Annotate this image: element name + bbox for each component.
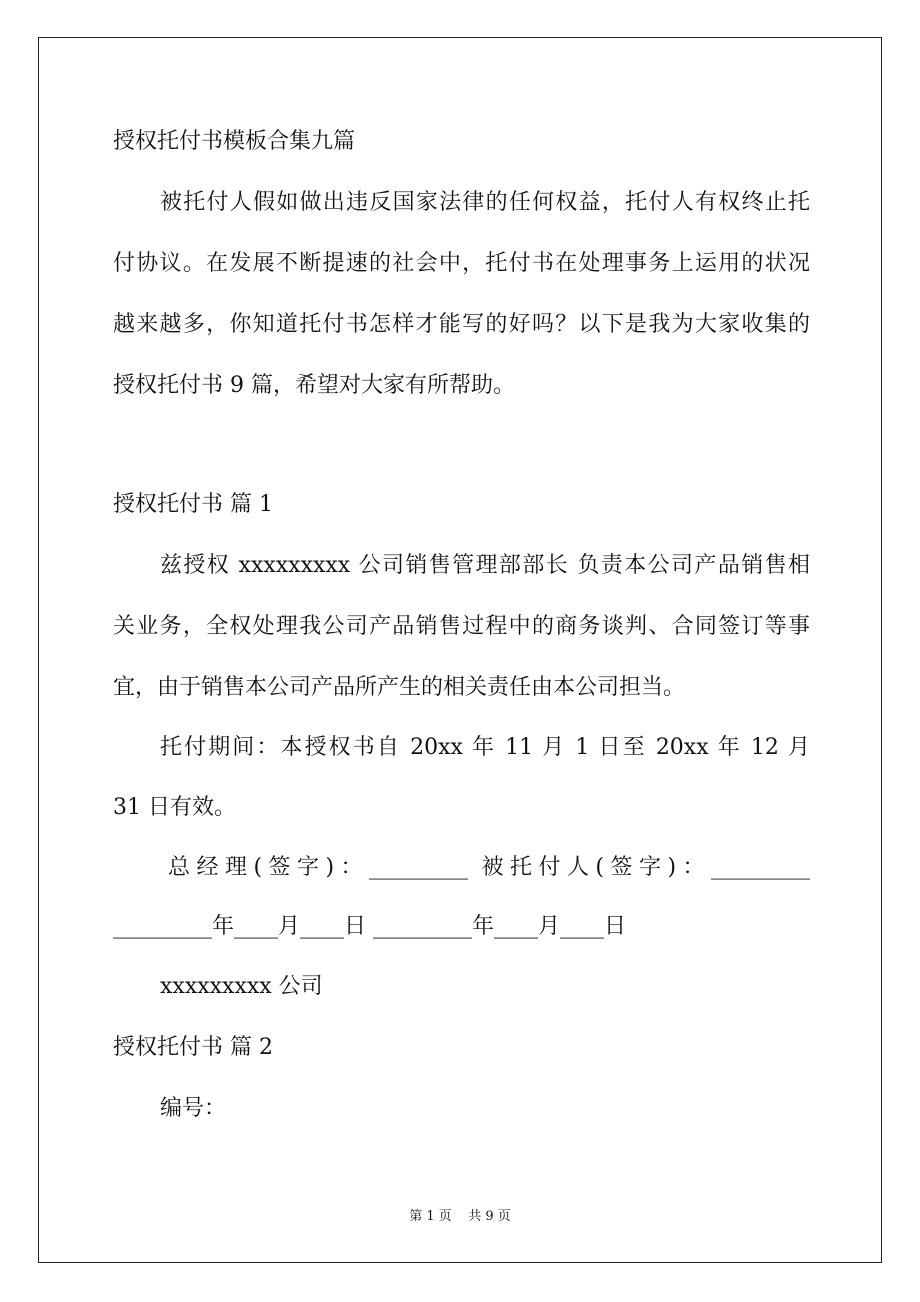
page-border (38, 37, 882, 1263)
section1-body-line-2: 关业务，全权处理我公司产品销售过程中的商务谈判、合同签订等事 (113, 614, 810, 639)
intro-line-4: 授权托付书 9 篇，希望对大家有所帮助。 (113, 373, 515, 398)
section1-heading: 授权托付书 篇 1 (113, 492, 273, 517)
section1-body-line-1: 兹授权 xxxxxxxxx 公司销售管理部部长 负责本公司产品销售相 (160, 553, 810, 578)
page-footer: 第 1 页 共 9 页 (409, 1209, 511, 1224)
intro-line-3: 越来越多，你知道托付书怎样才能写的好吗？以下是我为大家收集的 (113, 312, 810, 337)
section1-period-line-2: 31 日有效。 (113, 795, 236, 820)
section1-body-line-3: 宜，由于销售本公司产品所产生的相关责任由本公司担当。 (113, 675, 686, 700)
section1-period-line-1: 托付期间：本授权书自 20xx 年 11 月 1 日至 20xx 年 12 月 (160, 735, 810, 760)
signature-line: 总经理(签字)：_________ 被托付人(签字)：_________ (168, 855, 810, 880)
section2-heading: 授权托付书 篇 2 (113, 1035, 273, 1060)
document-title: 授权托付书模板合集九篇 (113, 129, 356, 154)
date-line: _________年____月____日 _________年____月____日 (113, 914, 626, 939)
number-label: 编号： (160, 1096, 227, 1121)
intro-line-2: 付协议。在发展不断提速的社会中，托付书在处理事务上运用的状况 (113, 251, 810, 276)
intro-line-1: 被托付人假如做出违反国家法律的任何权益，托付人有权终止托 (160, 190, 810, 215)
company-name: xxxxxxxxx 公司 (160, 974, 323, 999)
